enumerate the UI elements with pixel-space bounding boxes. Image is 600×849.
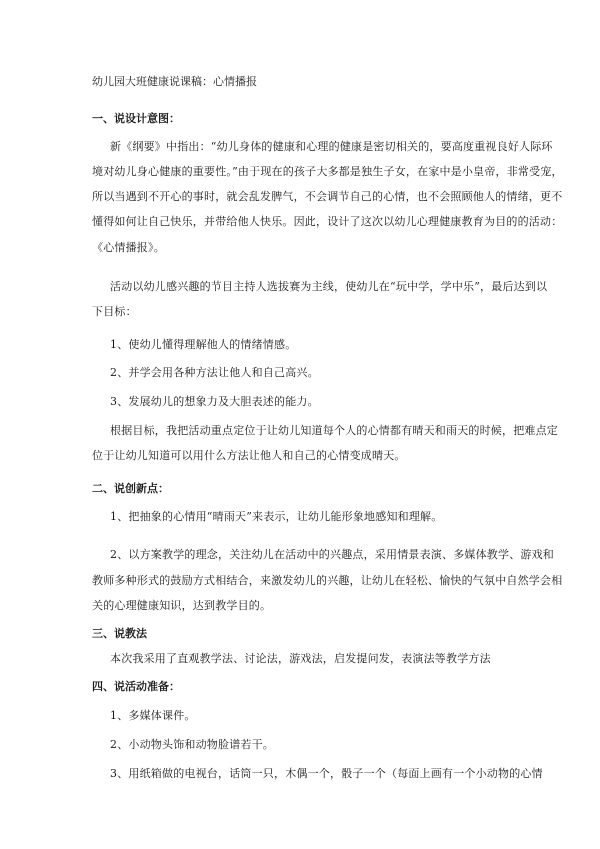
paragraph-line: 《心情播报》。: [92, 241, 165, 254]
section-heading-design: 一、说设计意图：: [92, 112, 180, 125]
paragraph-line: 下目标：: [92, 305, 137, 318]
page-title: 幼儿园大班健康说课稿：心情播报: [92, 75, 257, 88]
paragraph-line: 活动以幼儿感兴趣的节目主持人选拔赛为主线，使幼儿在“玩中学，学中乐”，最后达到以: [110, 280, 548, 293]
prep-item: 3、用纸箱做的电视台，话筒一只，木偶一个，骰子一个（每面上画有一个小动物的心情: [110, 767, 543, 780]
goal-item: 1、使幼儿懂得理解他人的情绪情感。: [110, 338, 297, 351]
paragraph-line: 2、以方案教学的理念，关注幼儿在活动中的兴趣点，采用情景表演、多媒体教学、游戏和: [110, 548, 554, 561]
goal-item: 3、发展幼儿的想象力及大胆表述的能力。: [110, 395, 319, 408]
prep-item: 2、小动物头饰和动物脸谱若干。: [110, 738, 274, 751]
goal-item: 2、并学会用各种方法让他人和自己高兴。: [110, 366, 319, 379]
paragraph-line: 所以当遇到不开心的事时，就会乱发脾气，不会调节自己的心情，也不会照顾他人的情绪，更不: [92, 190, 563, 203]
paragraph-line: 教师多种形式的鼓励方式相结合，来激发幼儿的兴趣，让幼儿在轻松、愉快的气氛中自然学会相: [92, 574, 563, 587]
paragraph-line: 新《纲要》中指出：“幼儿身体的健康和心理的健康是密切相关的，要高度重视良好人际环: [110, 140, 553, 153]
section-heading-innovation: 二、说创新点：: [92, 482, 169, 495]
paragraph-line: 懂得如何让自己快乐，并带给他人快乐。因此，设计了这次以幼儿心理健康教育为目的的活动：: [92, 215, 563, 228]
paragraph-line: 根据目标，我把活动重点定位于让幼儿知道每个人的心情都有晴天和雨天的时候，把难点定: [110, 424, 558, 437]
paragraph-line: 境对幼儿身心健康的重要性。”由于现在的孩子大多都是独生子女，在家中是小皇帝，非常受宠，: [92, 165, 563, 178]
paragraph-line: 1、把抽象的心情用“晴雨天”来表示，让幼儿能形象地感知和理解。: [110, 510, 443, 523]
paragraph-line: 本次我采用了直观教学法、讨论法，游戏法，启发提问发，表演法等教学方法: [110, 652, 491, 665]
prep-item: 1、多媒体课件。: [110, 709, 196, 722]
paragraph-line: 关的心理健康知识，达到教学目的。: [92, 599, 272, 612]
section-heading-prep: 四、说活动准备：: [92, 680, 180, 693]
section-heading-methods: 三、说教法: [92, 627, 147, 640]
paragraph-line: 位于让幼儿知道可以用什么方法让他人和自己的心情变成晴天。: [92, 449, 406, 462]
